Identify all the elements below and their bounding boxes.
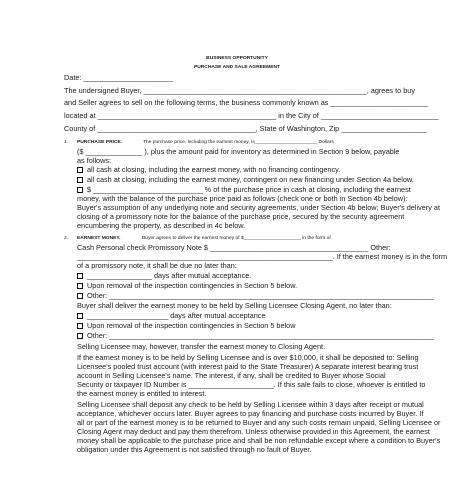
earnest-money-line-23: obligation under this Agreement is not satisfied through no fault of Buyer. — [77, 445, 312, 454]
section-heading: PURCHASE PRICE. — [77, 140, 123, 145]
earnest-money-line-19: acceptance, whichever occurs later. Buyer agrees to pay financing and purchase costs incurred by Buyer. If — [77, 409, 424, 418]
county-line: County of _______________________________________, State of Washington, Zip _____________________ — [64, 124, 427, 133]
days-after-acceptance-label: ________________ days after mutual acceptance. — [87, 271, 252, 280]
all-cash-option-label: all cash at closing, including the earnest money, with no financing contingency. — [87, 165, 341, 174]
other-checkbox[interactable] — [77, 293, 83, 299]
section-number: 1. — [64, 140, 69, 145]
earnest-money-line-15: account in Selling Licensee's name. The interest, if any, shall be credited to Buyer whose Social — [77, 371, 386, 380]
partial-cash-option-label: $ ___________________________ % of the purchase price in cash at closing, including the earnest — [87, 185, 411, 194]
earnest-money-line-12: Selling Licensee may, however, transfer the earnest money to Closing Agent. — [77, 342, 326, 351]
date-line: Date: ______________________ — [64, 73, 173, 82]
earnest-money-line-4: of a promissory note, it shall be due no later than: — [77, 261, 237, 270]
located-at-line: located at ____________________________________________ in the City of _____________________________ — [64, 111, 439, 120]
purchase-price-line-8: Buyer's assumption of any underlying note and security agreements, under Section 4b below; Buyer's delivery at — [77, 203, 440, 212]
earnest-money-text: Buyer agrees to deliver the earnest money of $_____________________ in the form of — [142, 236, 331, 241]
holder-inspection-label: Upon removal of the inspection contingencies in Section 5 below — [87, 321, 296, 330]
cash-financing-option-label: all cash at closing, including the earnest money, contingent on new financing under Section 4a below. — [87, 175, 414, 184]
holder-other-checkbox[interactable] — [77, 333, 83, 339]
purchase-price-line-2: ($ ______________ ), plus the amount paid for inventory as determined in Section 9 below, payable — [77, 147, 400, 156]
earnest-money-line-14: Licensee's pooled trust account (with interest paid to the State Treasurer) A separate interest bearing trust — [77, 362, 419, 371]
partial-cash-checkbox[interactable] — [77, 187, 83, 193]
section-number: 2. — [64, 236, 69, 241]
holder-days-label: ____________________ days after mutual acceptance — [87, 311, 266, 320]
earnest-money-line-16: Security or taxpayer ID Number is _____________________. If this sale fails to close, whoever is entitled to — [77, 380, 426, 389]
undersigned-buyer-line: The undersigned Buyer, _______________________________________________________, agrees to buy — [64, 86, 415, 95]
purchase-price-text: The purchase price, including the earnest money, is_______________________ Dollars — [143, 140, 334, 145]
earnest-money-line-3: _______________________________________________________________. If the earnest money is in the form — [77, 252, 448, 261]
holder-inspection-checkbox[interactable] — [77, 323, 83, 329]
earnest-money-line-18: Selling Licensee shall deposit any check to be held by Selling Licensee within 3 days after receipt or mutual — [77, 400, 424, 409]
other-label: Other: ________________________________________________________________________________ — [87, 291, 434, 300]
seller-agrees-line: and Seller agrees to sell on the following terms, the business commonly known as ________________________ — [64, 98, 428, 107]
purchase-price-line-10: encumbering the property, as described in 4c below. — [77, 221, 246, 230]
purchase-price-line-7: money, with the balance of the purchase price paid as follows (check one or both in Section 4b below): — [77, 194, 408, 203]
earnest-money-line-21: Closing Agent may deduct and pay them therefrom. Unless otherwise provided in this Agreement, the earnest — [77, 427, 430, 436]
section-heading: EARNEST MONEY. — [77, 236, 121, 241]
cash-financing-checkbox[interactable] — [77, 177, 83, 183]
earnest-money-forms-line: Cash Personal check Promissory Note $ _______________________________________ Other: — [77, 243, 391, 252]
holder-days-checkbox[interactable] — [77, 313, 83, 319]
earnest-money-line-13: If the earnest money is to be held by Selling Licensee and is over $10,000, it shall be deposited to: Selling — [77, 353, 419, 362]
document-title: BUSINESS OPPORTUNITY — [206, 56, 268, 61]
document-subtitle: PURCHASE AND SALE AGREEMENT — [193, 65, 281, 70]
earnest-money-line-17: the earnest money is entitled to interest. — [77, 389, 207, 398]
inspection-removal-label: Upon removal of the inspection contingencies in Section 5 below. — [87, 281, 298, 290]
purchase-price-line-9: closing of a promissory note for the balance of the purchase price, secured by the security agreement — [77, 212, 405, 221]
earnest-money-holder-line: Buyer shall deliver the earnest money to be held by Selling Licensee Closing Agent, no later than: — [77, 301, 392, 310]
purchase-price-line-3: as follows: — [77, 156, 112, 165]
all-cash-checkbox[interactable] — [77, 167, 83, 173]
earnest-money-line-20: all or part of the earnest money is to be returned to Buyer and any such costs remain unpaid, Selling Licensee or — [77, 418, 441, 427]
earnest-money-line-22: money shall be applicable to the purchase price and shall be non refundable except where a condition to Buyer's — [77, 436, 441, 445]
inspection-removal-checkbox[interactable] — [77, 283, 83, 289]
days-after-acceptance-checkbox[interactable] — [77, 273, 83, 279]
holder-other-label: Other: ________________________________________________________________________________ — [87, 331, 434, 340]
